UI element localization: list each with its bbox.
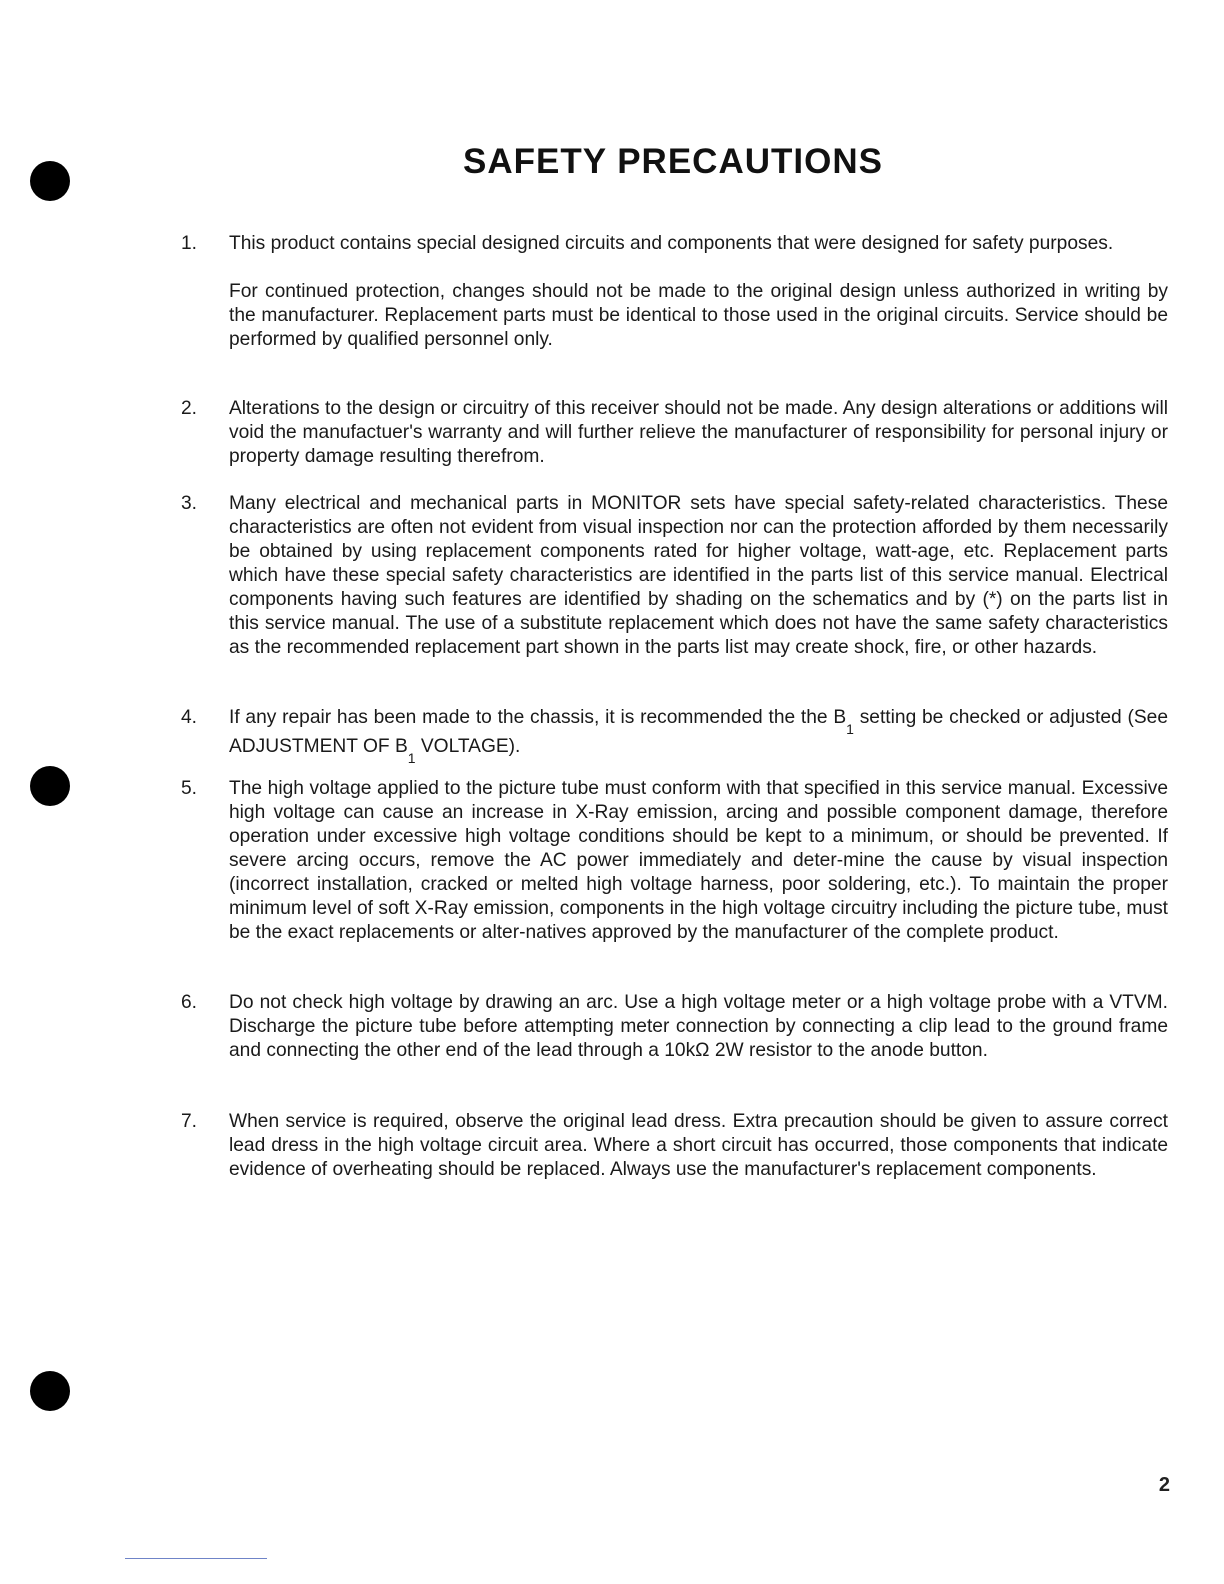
- item-number: 5.: [181, 778, 198, 799]
- item-text: When service is required, observe the original lead dress. Extra precaution should be given to assure correct lead dress in the high voltage circuit area. Where a short circuit has occurred, those components that indicate evidence of overheating should be replaced. Always use the manufacturer's replacement components.: [229, 1111, 1168, 1180]
- list-item: [178, 777, 1168, 991]
- list-item: [178, 1110, 1168, 1206]
- subscript: 1: [407, 749, 416, 766]
- item-number: 3.: [181, 493, 198, 514]
- list-item: [178, 492, 1168, 706]
- item-text-part: setting be checked or adjusted (See ADJUSTMENT OF B: [229, 707, 1168, 757]
- list-item: [178, 706, 1168, 777]
- item-text: The high voltage applied to the picture tube must conform with that specified in this service manual. Excessive high voltage can cause an increase in X-Ray emission, arcing and possible component damage, therefore operation under excessive high voltage conditions should be kept to a minimum, or should be prevented. If severe arcing occurs, remove the AC power immediately and deter-mine the cause by visual inspection (incorrect installation, cracked or melted high voltage harness, poor soldering, etc.). To maintain the proper minimum level of soft X-Ray emission, components in the high voltage circuitry including the picture tube, must be the exact replacements or alter-natives approved by the manufacturer of the complete product.: [229, 778, 1168, 943]
- footer-rule: [125, 1558, 267, 1559]
- item-paragraph: This product contains special designed circuits and components that were designed for safety purposes.: [229, 233, 1114, 254]
- binder-hole-middle: [30, 766, 70, 806]
- precautions-list: [178, 232, 1168, 1206]
- list-item: [178, 991, 1168, 1110]
- list-item: [178, 397, 1168, 492]
- item-number: 7.: [181, 1111, 198, 1132]
- item-number: 2.: [181, 398, 198, 419]
- item-text: [229, 706, 1168, 764]
- item-number: 4.: [181, 707, 198, 728]
- item-number: 6.: [181, 992, 198, 1013]
- item-text: Alterations to the design or circuitry of this receiver should not be made. Any design alterations or additions will void the manufactuer's warranty and will further relieve the manufacturer of responsibility for personal injury or property damage resulting therefrom.: [229, 398, 1168, 467]
- item-text: Do not check high voltage by drawing an arc. Use a high voltage meter or a high voltage probe with a VTVM. Discharge the picture tube before attempting meter connection by connecting a clip lead to the ground frame and connecting the other end of the lead through a 10kΩ 2W resistor to the anode button.: [229, 992, 1168, 1061]
- page-title: SAFETY PRECAUTIONS: [463, 142, 883, 181]
- item-text-part: VOLTAGE).: [415, 735, 521, 757]
- item-text: Many electrical and mechanical parts in MONITOR sets have special safety-related characteristics. These characteristics are often not evident from visual inspection nor can the protection afforded by them necessarily be obtained by using replacement components rated for higher voltage, watt-age, etc. Replacement parts which have these special safety characteristics are identified in the parts list of this service manual. Electrical components having such features are identified by shading on the schematics and by (*) on the parts list in this service manual. The use of a substitute replacement which does not have the same safety characteristics as the recommended replacement part shown in the parts list may create shock, fire, or other hazards.: [229, 493, 1168, 658]
- list-item: [178, 232, 1168, 397]
- item-paragraph: For continued protection, changes should not be made to the original design unless authorized in writing by the manufacturer. Replacement parts must be identical to those used in the original circuits. Service should be performed by qualified personnel only.: [229, 281, 1168, 350]
- item-text-part: If any repair has been made to the chassis, it is recommended the the B: [229, 707, 847, 728]
- binder-hole-bottom: [30, 1371, 70, 1411]
- page-number: 2: [1158, 1474, 1170, 1496]
- item-number: 1.: [181, 233, 198, 254]
- subscript: 1: [846, 720, 854, 737]
